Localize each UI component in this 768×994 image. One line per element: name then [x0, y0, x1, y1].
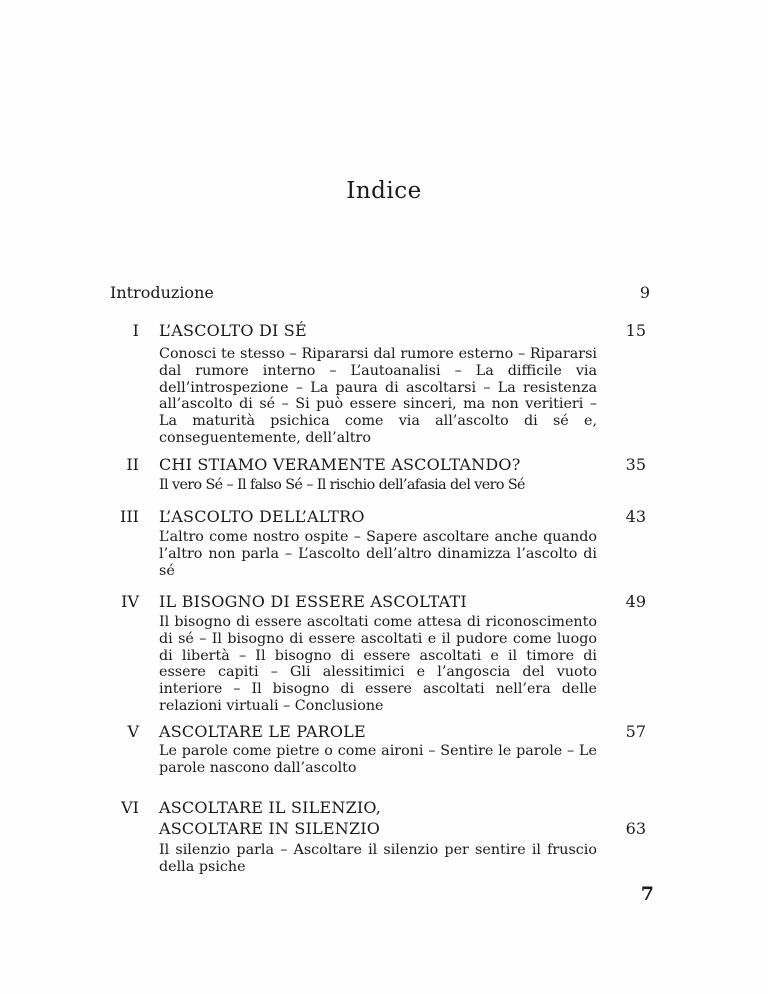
- toc-page-introduction: 9: [639, 283, 650, 302]
- chapter-numeral: III: [120, 507, 139, 526]
- chapter-title[interactable]: L’ASCOLTO DELL’ALTRO: [159, 507, 365, 526]
- chapter-page: 57: [625, 722, 646, 741]
- chapter-numeral: I: [132, 321, 139, 340]
- chapter-numeral: V: [127, 722, 139, 741]
- chapter-description: Le parole come pietre o come aironi – Sentire le parole – Le parole nascono dall’ascolto: [159, 743, 597, 776]
- chapter-page: 15: [625, 321, 646, 340]
- chapter-title[interactable]: CHI STIAMO VERAMENTE ASCOLTANDO?: [159, 455, 521, 474]
- page-number: 7: [640, 883, 654, 905]
- chapter-title-line-2[interactable]: ASCOLTARE IN SILENZIO: [159, 819, 381, 838]
- chapter-description: Il vero Sé – Il falso Sé – Il rischio dell’afasia del vero Sé: [159, 477, 525, 493]
- chapter-numeral: VI: [121, 798, 139, 817]
- chapter-title[interactable]: IL BISOGNO DI ESSERE ASCOLTATI: [159, 592, 467, 611]
- chapter-description: Il silenzio parla – Ascoltare il silenzio per sentire il fruscio della psiche: [159, 842, 597, 875]
- chapter-page: 43: [625, 507, 646, 526]
- chapter-title[interactable]: L’ASCOLTO DI SÉ: [159, 321, 307, 340]
- chapter-numeral: II: [126, 455, 139, 474]
- toc-entry-introduction[interactable]: Introduzione: [110, 283, 214, 302]
- page-title: Indice: [346, 178, 422, 204]
- chapter-title-line-1[interactable]: ASCOLTARE IL SILENZIO,: [159, 798, 382, 817]
- chapter-page: 49: [625, 592, 646, 611]
- chapter-description: L’altro come nostro ospite – Sapere ascoltare anche quando l’altro non parla – L’ascolto dell’altro dinamizza l’ascolto di sé: [159, 529, 597, 579]
- chapter-description: Conosci te stesso – Ripararsi dal rumore esterno – Ripararsi dal rumore interno – L’autoanalisi – La difficile via dell’introspezione – La paura di ascoltarsi – La resistenza all’ascolto di sé – Si può essere sinceri, ma non veritieri – La maturità psichica come via all’ascolto di sé e, conseguentemente, dell’altro: [159, 346, 597, 446]
- chapter-page: 35: [625, 455, 646, 474]
- chapter-page: 63: [625, 819, 646, 838]
- chapter-numeral: IV: [121, 592, 139, 611]
- chapter-description: Il bisogno di essere ascoltati come attesa di riconoscimento di sé – Il bisogno di essere ascoltati e il pudore come luogo di libertà – Il bisogno di essere ascoltati e il timore di essere capiti – Gli alessitimici e l’angoscia del vuoto interiore – Il bisogno di essere ascoltati nell’era delle relazioni virtuali – Conclusione: [159, 614, 597, 714]
- chapter-title[interactable]: ASCOLTARE LE PAROLE: [159, 722, 366, 741]
